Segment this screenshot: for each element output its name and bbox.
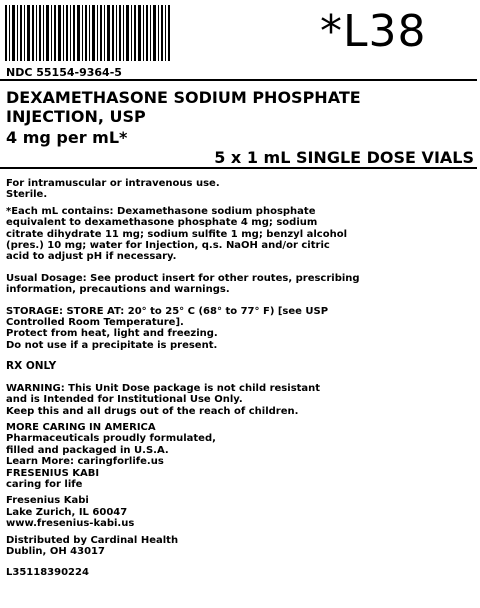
warning-line: Keep this and all drugs out of the reach of children. xyxy=(6,405,299,417)
product-name-line-1: DEXAMETHASONE SODIUM PHOSPHATE xyxy=(6,88,361,107)
contents-line: equivalent to dexamethasone phosphate 4 mg; sodium xyxy=(6,217,318,229)
bottom-code: L35118390224 xyxy=(6,567,89,579)
distributor-line: Distributed by Cardinal Health xyxy=(6,534,179,546)
lot-code: *L38 xyxy=(320,6,427,57)
storage-line: Controlled Room Temperature]. xyxy=(6,317,184,329)
contents-block xyxy=(6,206,474,263)
product-name xyxy=(6,88,361,126)
contents-line: citrate dihydrate 11 mg; sodium sulfite 1 mg; benzyl alcohol xyxy=(6,228,348,240)
dosage-block xyxy=(6,273,474,296)
warning-line: WARNING: This Unit Dose package is not child resistant xyxy=(6,382,321,394)
contents-line: *Each mL contains: Dexamethasone sodium phosphate xyxy=(6,205,316,217)
ndc-number: NDC 55154-9364-5 xyxy=(6,66,122,79)
rx-only: RX ONLY xyxy=(6,360,57,373)
caring-line: MORE CARING IN AMERICA xyxy=(6,421,156,433)
caring-line: caring for life xyxy=(6,478,83,490)
warning-block xyxy=(6,383,474,417)
product-name-line-2: INJECTION, USP xyxy=(6,107,146,126)
caring-line: FRESENIUS KABI xyxy=(6,467,100,479)
manufacturer-line: Fresenius Kabi xyxy=(6,495,89,507)
distributor-block xyxy=(6,535,474,558)
warning-line: and is Intended for Institutional Use Only. xyxy=(6,394,243,406)
caring-line: filled and packaged in U.S.A. xyxy=(6,444,169,456)
use-route: For intramuscular or intravenous use. xyxy=(6,178,220,189)
contents-line: (pres.) 10 mg; water for Injection, q.s. NaOH and/or citric xyxy=(6,240,330,252)
dosage-line: information, precautions and warnings. xyxy=(6,284,230,296)
package-description: 5 x 1 mL SINGLE DOSE VIALS xyxy=(214,148,474,167)
caring-block xyxy=(6,422,474,490)
storage-block xyxy=(6,306,474,352)
dosage-line: Usual Dosage: See product insert for other routes, prescribing xyxy=(6,272,360,284)
label-body xyxy=(6,178,474,579)
caring-line: Pharmaceuticals proudly formulated, xyxy=(6,433,216,445)
product-strength: 4 mg per mL* xyxy=(6,128,128,147)
storage-line: STORAGE: STORE AT: 20° to 25° C (68° to 77° F) [see USP xyxy=(6,305,329,317)
manufacturer-line: Lake Zurich, IL 60047 xyxy=(6,506,128,518)
caring-line: Learn More: caringforlife.us xyxy=(6,456,164,468)
contents-line: acid to adjust pH if necessary. xyxy=(6,251,177,263)
storage-line: Do not use if a precipitate is present. xyxy=(6,339,218,351)
manufacturer-line: www.fresenius-kabi.us xyxy=(6,518,135,530)
manufacturer-block xyxy=(6,495,474,529)
sterile-text: Sterile. xyxy=(6,189,48,201)
storage-line: Protect from heat, light and freezing. xyxy=(6,328,218,340)
barcode-icon xyxy=(5,5,170,61)
distributor-line: Dublin, OH 43017 xyxy=(6,545,105,557)
